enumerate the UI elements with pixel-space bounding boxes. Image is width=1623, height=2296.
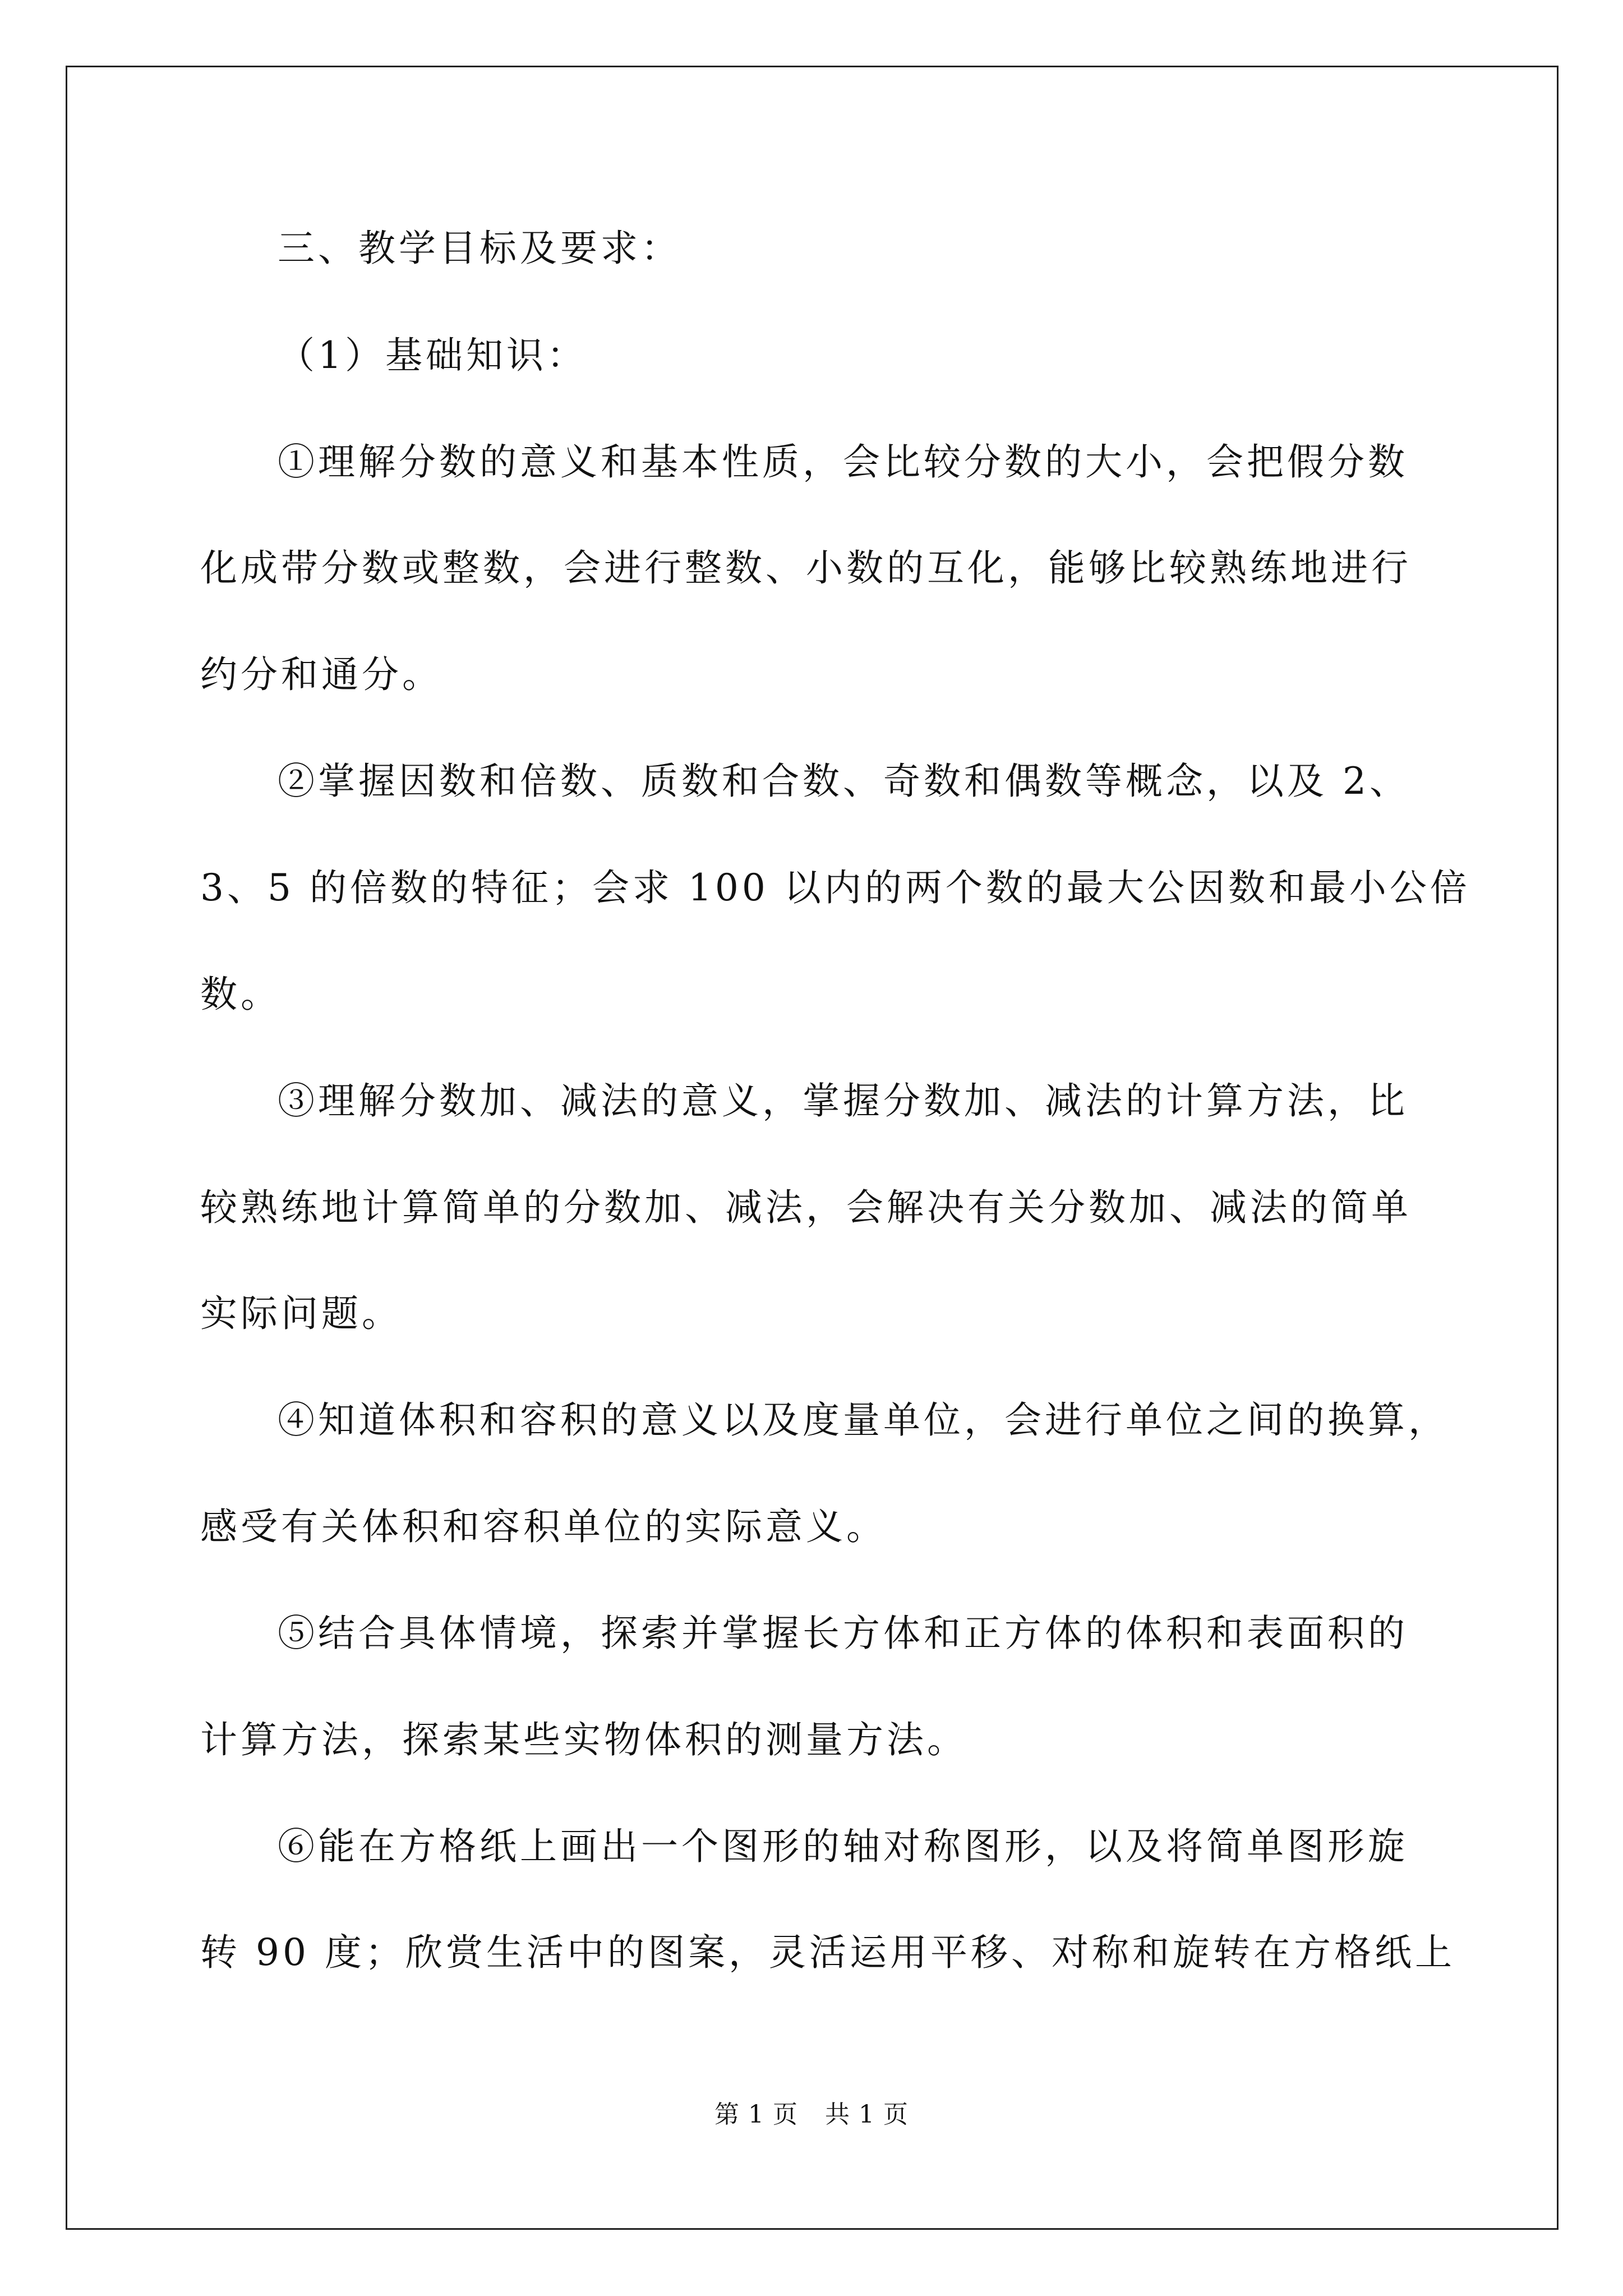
paragraph-2-line-1: ②掌握因数和倍数、质数和合数、奇数和偶数等概念，以及 2、 — [278, 760, 1410, 803]
paragraph-3-line-1: ③理解分数加、减法的意义，掌握分数加、减法的计算方法，比 — [278, 1079, 1408, 1122]
paragraph-2-line-2: 3、5 的倍数的特征；会求 100 以内的两个数的最大公因数和最小公倍 — [200, 866, 1470, 909]
paragraph-3-line-3: 实际问题。 — [200, 1292, 402, 1335]
page-footer — [0, 2098, 1623, 2132]
paragraph-6-line-2: 转 90 度；欣赏生活中的图案，灵活运用平移、对称和旋转在方格纸上 — [200, 1931, 1455, 1974]
page-total: 共 1 页 — [825, 2100, 909, 2129]
paragraph-1-line-2: 化成带分数或整数，会进行整数、小数的互化，能够比较熟练地进行 — [200, 546, 1412, 590]
section-heading: 三、教学目标及要求： — [278, 227, 681, 270]
paragraph-3-line-2: 较熟练地计算简单的分数加、减法，会解决有关分数加、减法的简单 — [200, 1186, 1412, 1229]
paragraph-5-line-1: ⑤结合具体情境，探索并掌握长方体和正方体的体积和表面积的 — [278, 1612, 1408, 1655]
subsection-heading: （1）基础知识： — [278, 334, 587, 377]
paragraph-6-line-1: ⑥能在方格纸上画出一个图形的轴对称图形，以及将简单图形旋 — [278, 1825, 1408, 1868]
paragraph-4-line-2: 感受有关体积和容积单位的实际意义。 — [200, 1505, 887, 1548]
paragraph-2-line-3: 数。 — [200, 973, 281, 1016]
paragraph-5-line-2: 计算方法，探索某些实物体积的测量方法。 — [200, 1718, 967, 1761]
page-number: 第 1 页 — [714, 2100, 798, 2129]
paragraph-4-line-1: ④知道体积和容积的意义以及度量单位，会进行单位之间的换算， — [278, 1398, 1449, 1442]
paragraph-1-line-3: 约分和通分。 — [200, 653, 442, 696]
paragraph-1-line-1: ①理解分数的意义和基本性质，会比较分数的大小，会把假分数 — [278, 440, 1408, 484]
page-border — [66, 66, 1559, 2230]
